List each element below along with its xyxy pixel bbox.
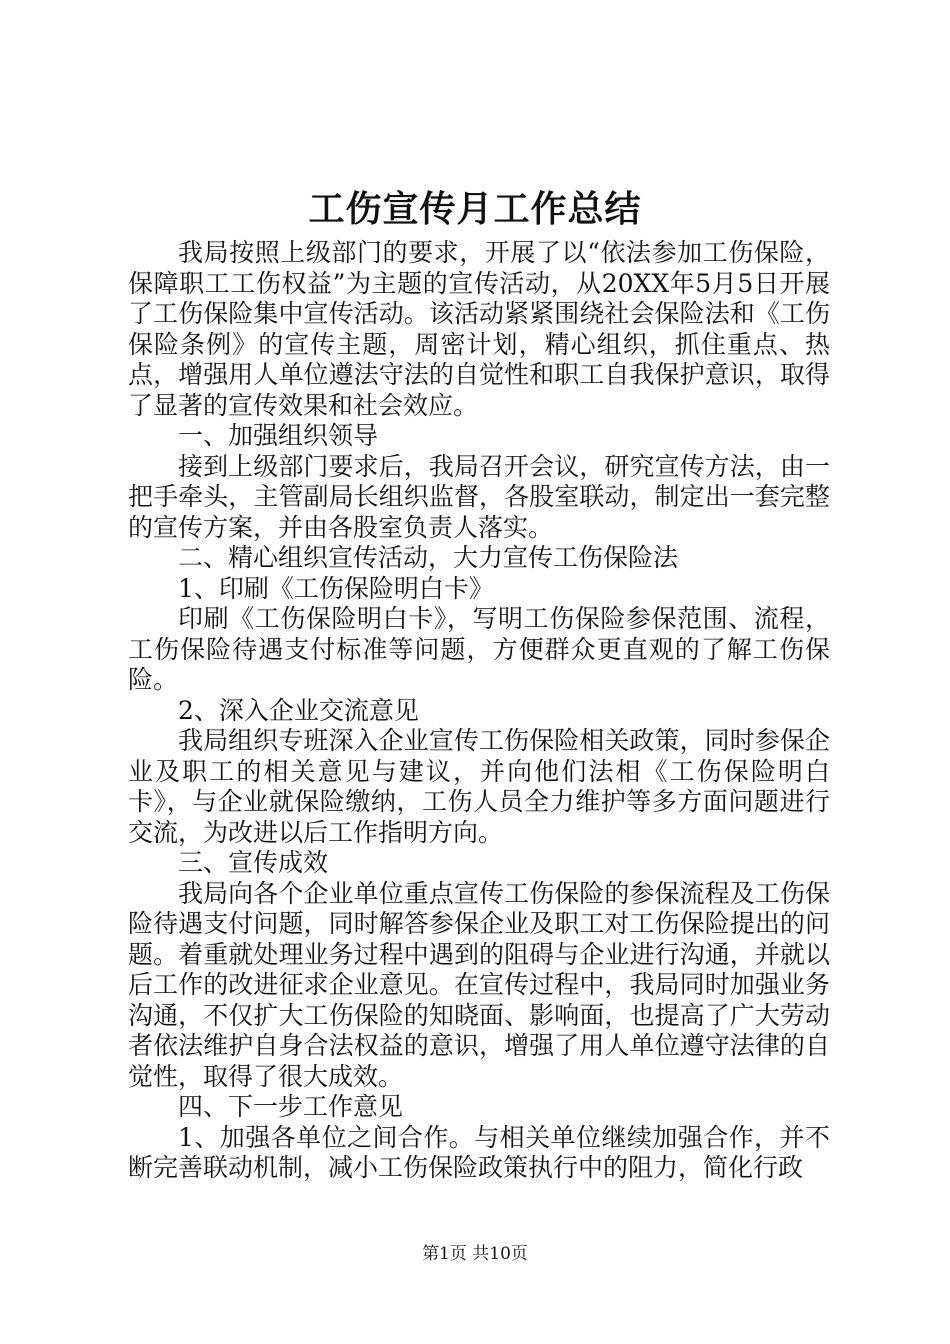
subsection-heading-2-1: 1、印刷《工伤保险明白卡》: [178, 573, 494, 603]
paragraph-next-steps: 1、加强各单位之间合作。与相关单位继续加强合作，并不断完善联动机制，减小工伤保险政策执行中的阻力，简化行政: [128, 1122, 830, 1182]
page-footer: 第1页 共10页: [422, 1244, 528, 1264]
paragraph-enterprise: 我局组织专班深入企业宣传工伤保险相关政策，同时参保企业及职工的相关意见与建议，并向他们法相《工伤保险明白卡》，与企业就保险缴纳，工伤人员全力维护等多方面问题进行交流，为改进以后工作指明方向。: [128, 726, 830, 847]
section-heading-2: 二、精心组织宣传活动，大力宣传工伤保险法: [178, 543, 679, 572]
paragraph-results: 我局向各个企业单位重点宣传工伤保险的参保流程及工伤保险待遇支付问题，同时解答参保企业及职工对工伤保险提出的问题。着重就处理业务过程中遇到的阻碍与企业进行沟通，并就以后工作的改进征求企业意见。在宣传过程中，我局同时加强业务沟通，不仅扩大工伤保险的知晓面、影响面，也提高了广大劳动者依法维护自身合法权益的意识，增强了用人单位遵守法律的自觉性，取得了很大成效。: [128, 878, 830, 1091]
subsection-heading-2-2: 2、深入企业交流意见: [178, 695, 419, 725]
paragraph-intro: 我局按照上级部门的要求，开展了以“依法参加工伤保险，保障职工工伤权益”为主题的宣传活动，从20XX年5月5日开展了工伤保险集中宣传活动。该活动紧紧围绕社会保险法和《工伤保险条例》的宣传主题，周密计划，精心组织，抓住重点、热点，增强用人单位遵法守法的自觉性和职工自我保护意识，取得了显著的宣传效果和社会效应。: [128, 238, 830, 420]
section-heading-1: 一、加强组织领导: [178, 421, 379, 450]
document-body: [128, 238, 830, 1184]
document-title: 工伤宣传月工作总结: [308, 188, 642, 230]
paragraph-card: 印刷《工伤保险明白卡》，写明工伤保险参保范围、流程，工伤保险待遇支付标准等问题，方便群众更直观的了解工伤保险。: [128, 604, 830, 694]
paragraph-organization: 接到上级部门要求后，我局召开会议，研究宣传方法，由一把手牵头，主管副局长组织监督，各股室联动，制定出一套完整的宣传方案，并由各股室负责人落实。: [128, 451, 830, 542]
section-heading-4: 四、下一步工作意见: [178, 1092, 404, 1121]
section-heading-3: 三、宣传成效: [178, 848, 329, 877]
